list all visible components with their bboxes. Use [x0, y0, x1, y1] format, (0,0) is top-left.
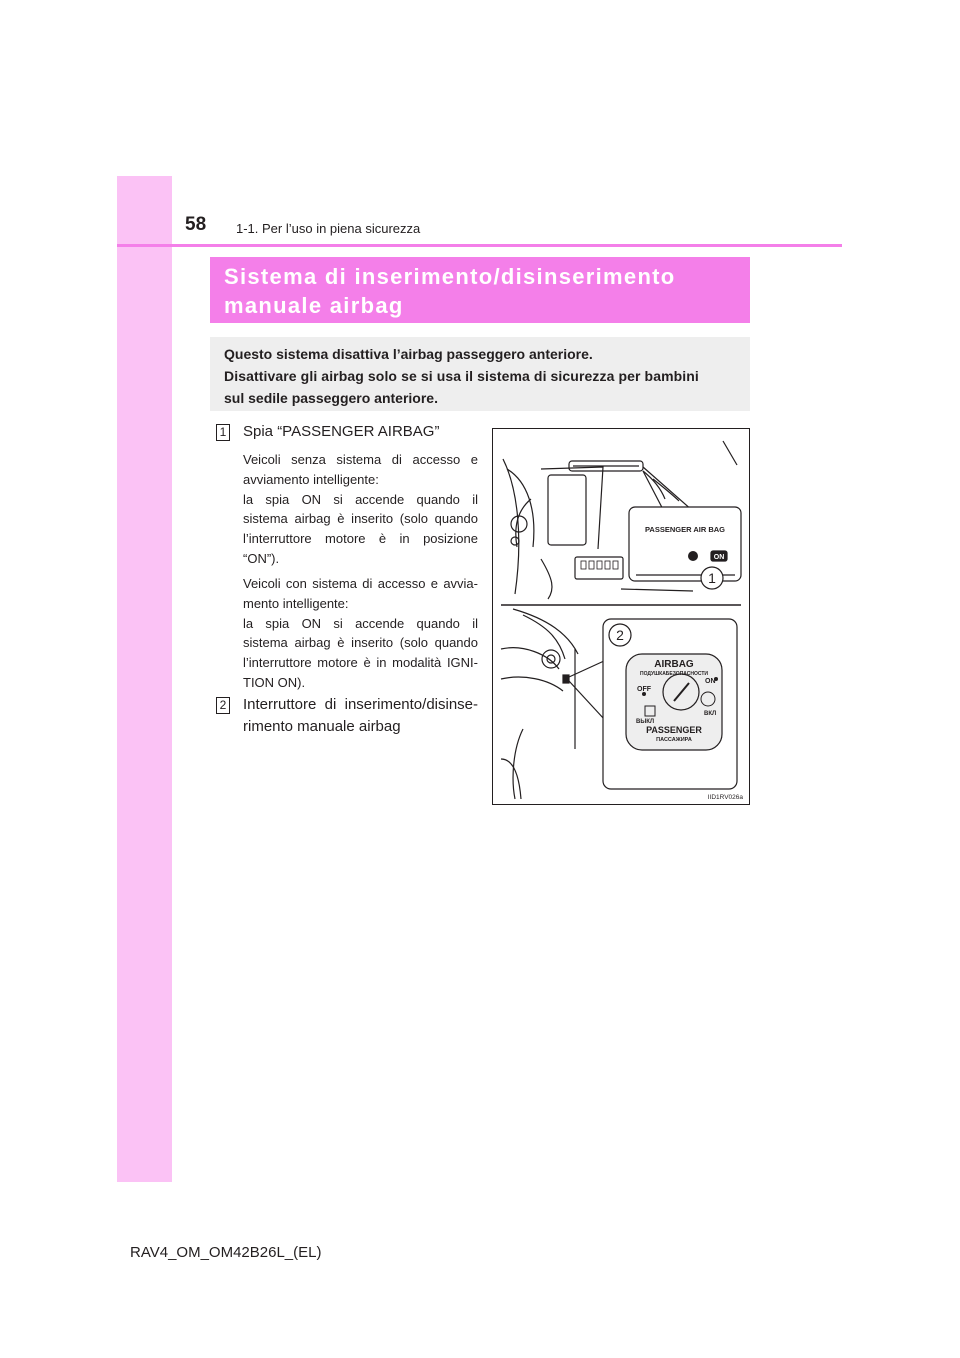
- item-2-label-line-2: rimento manuale airbag: [243, 718, 401, 735]
- footer-doc-code: RAV4_OM_OM42B26L_(EL): [130, 1244, 322, 1261]
- intro-line-1: Questo sistema disattiva l’airbag passeggero anteriore.: [224, 346, 593, 362]
- item-1-paragraph-2: [243, 574, 478, 693]
- section-title-box: [210, 257, 750, 323]
- intro-box: [210, 337, 750, 411]
- intro-line-3: sul sedile passeggero anteriore.: [224, 390, 438, 406]
- switch-bottom-label-ru: ПАССАЖИРА: [656, 737, 692, 743]
- airbag-figure: [492, 428, 750, 805]
- switch-on-label: ON: [705, 678, 716, 685]
- item-2-label: [243, 694, 478, 738]
- text-line: avviamento intelligente:: [243, 471, 379, 487]
- figure-code: IID1RV026a: [707, 794, 743, 801]
- text-line: l’interruttore motore è in modalità IGNI-: [243, 655, 478, 671]
- indicator-on-text: ON: [713, 554, 725, 561]
- switch-off-label: OFF: [637, 686, 651, 693]
- text-line: l’interruttore motore è in posizione: [243, 531, 478, 547]
- text-line: sistema airbag è inserito (solo quando: [243, 511, 478, 527]
- item-1-number: 1: [216, 424, 230, 441]
- text-line: mento intelligente:: [243, 595, 349, 611]
- callout-1: 1: [708, 570, 716, 586]
- section-label: 1-1. Per l’uso in piena sicurezza: [236, 221, 421, 236]
- text-line: sistema airbag è inserito (solo quando: [243, 635, 478, 651]
- switch-top-label: AIRBAG: [654, 659, 694, 670]
- section-title-line-1: Sistema di inserimento/disinserimento: [224, 264, 676, 289]
- text-line: la spia ON si accende quando il: [243, 615, 478, 631]
- text-line: TION ON).: [243, 674, 306, 690]
- text-line: “ON”).: [243, 550, 280, 566]
- callout-2: 2: [616, 627, 624, 643]
- section-title-line-2: manuale airbag: [224, 293, 404, 318]
- indicator-label: PASSENGER AIR BAG: [644, 525, 726, 534]
- airbag-illustration: [493, 429, 749, 804]
- switch-bottom-label: PASSENGER: [646, 725, 702, 735]
- switch-on-label-ru: ВКЛ: [704, 711, 717, 717]
- header-rule: [117, 244, 842, 247]
- sidebar-tab: [117, 176, 172, 1182]
- item-1-label: Spia “PASSENGER AIRBAG”: [243, 423, 440, 440]
- item-2-label-line-1: Interruttore di inserimento/disinse-: [243, 696, 478, 713]
- switch-off-label-ru: ВЫКЛ: [636, 719, 655, 725]
- text-line: la spia ON si accende quando il: [243, 491, 478, 507]
- text-line: Veicoli senza sistema di accesso e: [243, 452, 478, 467]
- switch-top-label-ru: ПОДУШКАБЕЗОПАСНОСТИ: [639, 671, 709, 677]
- item-1-paragraph-1: [243, 450, 478, 569]
- item-2-number: 2: [216, 697, 230, 714]
- page-number: 58: [185, 214, 207, 235]
- text-line: Veicoli con sistema di accesso e avvia-: [243, 576, 478, 591]
- intro-line-2: Disattivare gli airbag solo se si usa il sistema di sicurezza per bambini: [224, 368, 699, 384]
